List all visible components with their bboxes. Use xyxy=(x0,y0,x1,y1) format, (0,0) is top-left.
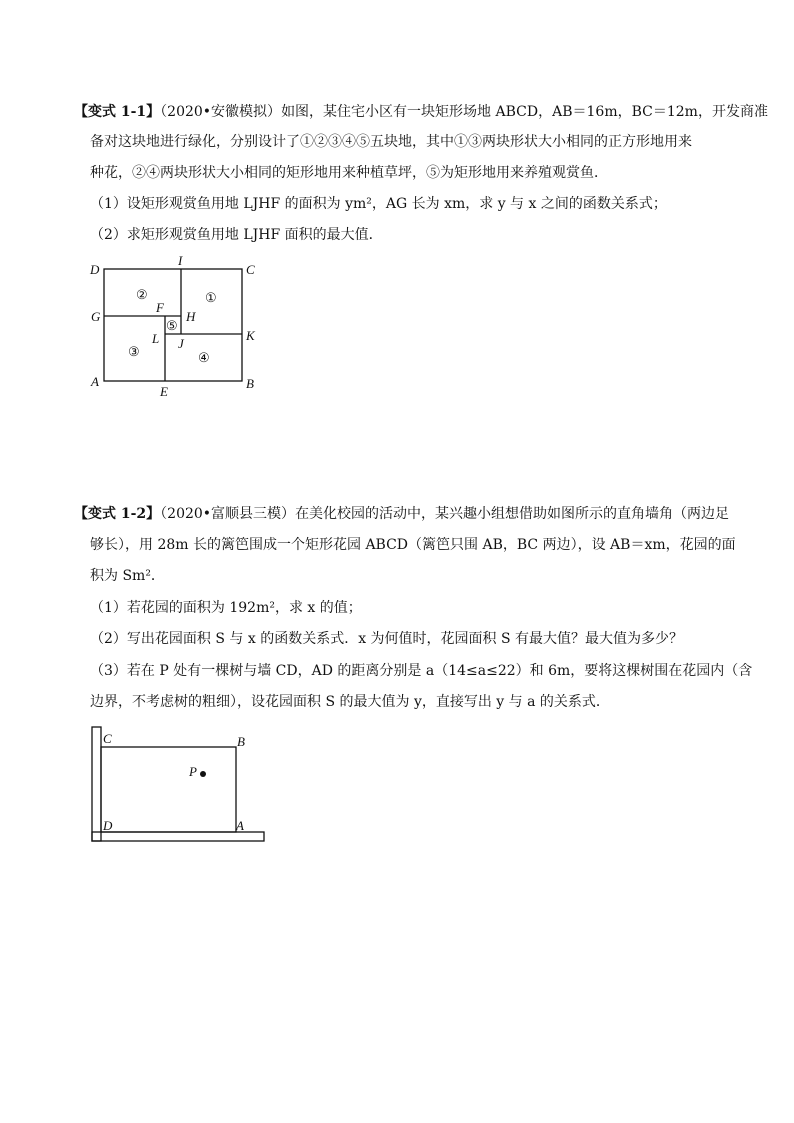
garden-abcd xyxy=(101,747,236,832)
label-F: F xyxy=(156,300,164,315)
label-A2: A xyxy=(236,818,244,833)
problem2-source: （2020•富顺县三模） xyxy=(160,506,296,522)
problem1-line2: 备对这块地进行绿化，分别设计了①②③④⑤五块地，其中①③两块形状大小相同的正方形地用来 xyxy=(90,134,692,150)
problem2-line3: 积为 Sm²． xyxy=(90,568,165,584)
region-1: ① xyxy=(205,290,217,305)
label-G: G xyxy=(91,309,101,324)
problem2-tag: 【变式 1-2】 xyxy=(74,506,161,522)
label-D: D xyxy=(90,262,100,277)
wall-horizontal xyxy=(92,832,264,841)
problem1-tag: 【变式 1-1】 xyxy=(74,104,161,120)
label-K: K xyxy=(246,328,255,343)
label-H: H xyxy=(186,309,196,324)
label-D2: D xyxy=(103,818,113,833)
problem2-question2: （2）写出花园面积 S 与 x 的函数关系式．x 为何值时，花园面积 S 有最大值？最大值为多少？ xyxy=(90,631,684,647)
region-3: ③ xyxy=(128,344,140,359)
problem2-line2: 够长），用 28m 长的篱笆围成一个矩形花园 ABCD（篱笆只围 AB，BC 两边），设 AB＝xm，花园的面 xyxy=(90,537,736,553)
wall-vertical xyxy=(92,727,101,841)
label-C: C xyxy=(246,262,255,277)
label-L: L xyxy=(152,331,160,346)
problem2-line1-text: 在美化校园的活动中，某兴趣小组想借助如图所示的直角墙角（两边足 xyxy=(295,506,730,522)
problem2-question3-line1: （3）若在 P 处有一棵树与墙 CD，AD 的距离分别是 a（14≤a≤22）和 6m，要将这棵树围在花园内（含 xyxy=(90,663,753,679)
label-J: J xyxy=(178,336,184,351)
label-B2: B xyxy=(237,734,245,749)
problem1-source: （2020•安徽模拟） xyxy=(160,104,282,120)
problem1-question1: （1）设矩形观赏鱼用地 LJHF 的面积为 ym²，AG 长为 xm，求 y 与 x 之间的函数关系式； xyxy=(90,196,667,212)
label-P: P xyxy=(189,764,197,779)
region-2: ② xyxy=(136,287,148,302)
region-5: ⑤ xyxy=(166,318,178,333)
region-4: ④ xyxy=(198,350,210,365)
problem1-question2: （2）求矩形观赏鱼用地 LJHF 面积的最大值． xyxy=(90,227,383,243)
label-B: B xyxy=(246,376,254,391)
label-A: A xyxy=(91,374,99,389)
problem2-question1: （1）若花园的面积为 192m²，求 x 的值； xyxy=(90,600,362,616)
label-C2: C xyxy=(103,731,112,746)
tree-p-dot xyxy=(200,771,206,777)
problem1-line3: 种花，②④两块形状大小相同的矩形地用来种植草坪，⑤为矩形地用来养殖观赏鱼． xyxy=(90,165,608,181)
label-I: I xyxy=(178,253,183,268)
label-E: E xyxy=(160,384,168,399)
problem1-line1-text: 如图，某住宅小区有一块矩形场地 ABCD，AB＝16m，BC＝12m，开发商准 xyxy=(281,104,768,120)
problem2-question3-line2: 边界，不考虑树的粗细），设花园面积 S 的最大值为 y，直接写出 y 与 a 的关系式． xyxy=(90,694,610,710)
